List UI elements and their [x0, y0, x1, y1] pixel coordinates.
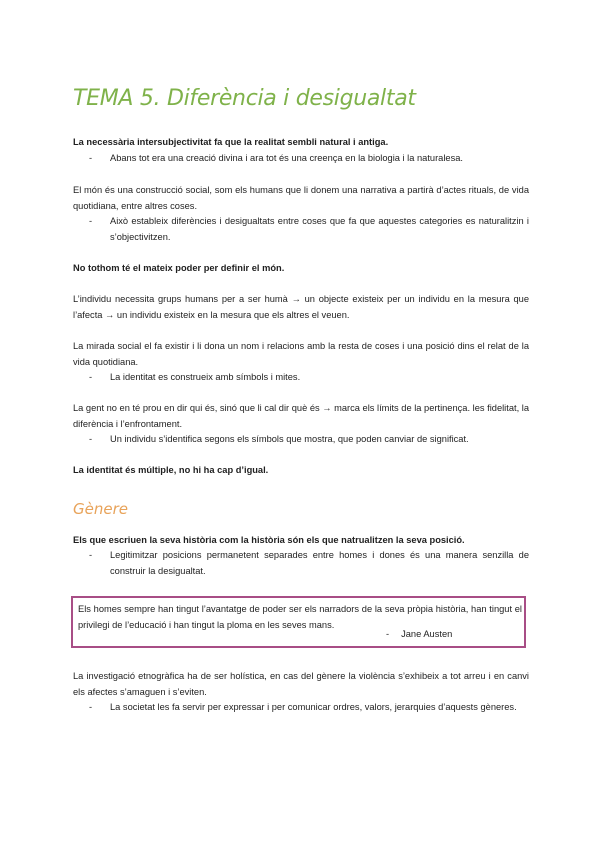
list-item-text: Un individu s’identifica segons els símbols que mostra, que poden canviar de significat.: [110, 434, 469, 444]
list-item: [89, 150, 529, 166]
bullet-dash: -: [89, 216, 93, 226]
list-item: [89, 369, 529, 385]
paragraph-ethnographic: La investigació etnogràfica ha de ser holística, en cas del gènere la violència s’exhibeix a tot arreu i en canvi els afectes s’amaguen i s’eviten.: [73, 671, 529, 697]
bullet-dash: -: [89, 153, 93, 163]
quote-author-name: Jane Austen: [401, 629, 453, 639]
list-item-text: La identitat es construeix amb símbols i mites.: [110, 372, 301, 382]
paragraph-individual: L’individu necessita grups humans per a ser humà → un objecte existeix per un individu en la mesura que l’afecta → un individu existeix en la mesura que els altres el veuen.: [73, 294, 529, 320]
quote-text: Els homes sempre han tingut l’avantatge de poder ser els narradors de la seva pròpia història, han tingut el privilegi de l’educació i han tingut la ploma en les seves mans.: [78, 604, 522, 630]
paragraph-history-writers: Els que escriuen la seva història com la història són els que natrualitzen la seva posició.: [73, 535, 465, 545]
paragraph-belonging: La gent no en té prou en dir qui és, sinó que li cal dir què és → marca els límits de la pertinença. les fidelitat, la diferència i l’enfrontament.: [73, 403, 529, 429]
list-item: [89, 547, 529, 579]
list-item: [89, 431, 529, 447]
bullet-dash: -: [89, 702, 93, 712]
list-item-text: Abans tot era una creació divina i ara tot és una creença en la biologia i la naturalesa.: [110, 153, 463, 163]
quote-author: [386, 626, 452, 642]
list-item-text: Això estableix diferències i desigualtats entre coses que fa que aquestes categories es naturalitzin i s’objectivitzen.: [110, 216, 529, 242]
bullet-dash: -: [89, 550, 93, 560]
paragraph-social-construction: El món és una construcció social, som els humans que li donem una narrativa a partirà d’actes rituals, de vida quotidiana, entre altres coses.: [73, 185, 529, 211]
list-item: [89, 699, 529, 715]
paragraph-intersubjectivity: La necessària intersubjectivitat fa que la realitat sembli natural i antiga.: [73, 137, 389, 147]
list-item: [89, 213, 529, 245]
paragraph-multiple-identity: La identitat és múltiple, no hi ha cap d’igual.: [73, 465, 269, 475]
paragraph-power: No tothom té el mateix poder per definir el món.: [73, 263, 285, 273]
bullet-dash: -: [89, 372, 93, 382]
list-item-text: Legitimitzar posicions permanetent separades entre homes i dones és una manera senzilla de construir la desigualtat.: [110, 550, 529, 576]
bullet-dash: -: [89, 434, 93, 444]
paragraph-social-gaze: La mirada social el fa existir i li dona un nom i relacions amb la resta de coses i una posició dins el relat de la vida quotidiana.: [73, 341, 529, 367]
list-item-text: La societat les fa servir per expressar i per comunicar ordres, valors, jerarquies d’aquests gèneres.: [110, 702, 517, 712]
bullet-dash: -: [386, 629, 390, 639]
page-title: TEMA 5. Diferència i desigualtat: [73, 86, 416, 111]
section-heading-genere: Gènere: [73, 500, 128, 518]
